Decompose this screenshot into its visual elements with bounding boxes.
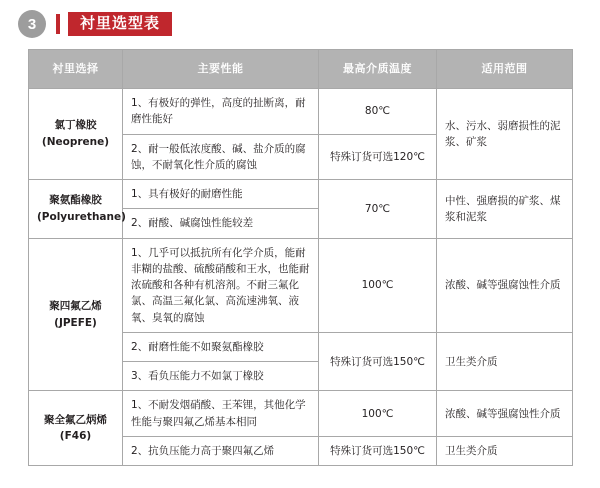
section-header xyxy=(18,9,172,39)
performance-text: 1、具有极好的耐磨性能 xyxy=(123,180,319,209)
application-text: 水、污水、弱磨损性的泥浆、矿浆 xyxy=(437,89,573,180)
performance-text: 2、耐一般低浓度酸、碱、盐介质的腐蚀，不耐氧化性介质的腐蚀 xyxy=(123,134,319,180)
application-text: 浓酸、碱等强腐蚀性介质 xyxy=(437,391,573,437)
table-row xyxy=(29,391,573,437)
performance-text: 1、几乎可以抵抗所有化学介质，能耐非糊的盐酸、硫酸硝酸和王水，也能耐浓硫酸和各种有机溶剂。不耐三氟化氯、高温三氟化氯、高流速沸氧、液氧、臭氧的腐蚀 xyxy=(123,238,319,332)
lining-selection-table xyxy=(28,49,573,466)
page-title: 衬里选型表 xyxy=(68,12,172,36)
lining-name-ptfe xyxy=(29,238,123,391)
max-temp-text: 80℃ xyxy=(319,89,437,135)
application-text: 卫生类介质 xyxy=(437,436,573,465)
application-text: 卫生类介质 xyxy=(437,332,573,391)
max-temp-text: 100℃ xyxy=(319,391,437,437)
lining-name-neoprene xyxy=(29,89,123,180)
table-row xyxy=(29,89,573,135)
max-temp-text: 特殊订货可选150℃ xyxy=(319,436,437,465)
performance-text: 3、看负压能力不如氯丁橡胶 xyxy=(123,362,319,391)
performance-text: 2、耐酸、碱腐蚀性能较差 xyxy=(123,209,319,238)
lining-name-cn: 聚氨酯橡胶 xyxy=(49,194,102,207)
performance-text: 1、不耐发烟硝酸、王苯锂，其他化学性能与聚四氟乙烯基本相同 xyxy=(123,391,319,437)
title-accent-bar xyxy=(56,14,60,34)
column-header-application: 适用范围 xyxy=(437,50,573,89)
lining-name-cn: 氯丁橡胶 xyxy=(54,119,97,132)
lining-name-cn: 聚全氟乙炳烯 xyxy=(44,413,107,426)
max-temp-text: 70℃ xyxy=(319,180,437,239)
lining-name-en: (F46) xyxy=(59,430,92,443)
lining-name-cn: 聚四氟乙烯 xyxy=(49,299,102,312)
performance-text: 2、抗负压能力高于聚四氟乙烯 xyxy=(123,436,319,465)
section-number-badge: 3 xyxy=(18,10,46,38)
column-header-lining: 衬里选择 xyxy=(29,50,123,89)
table-row xyxy=(29,238,573,332)
table-header-row xyxy=(29,50,573,89)
application-text: 中性、强磨损的矿浆、煤浆和泥浆 xyxy=(437,180,573,239)
max-temp-text: 特殊订货可选120℃ xyxy=(319,134,437,180)
application-text: 浓酸、碱等强腐蚀性介质 xyxy=(437,238,573,332)
table-row xyxy=(29,180,573,209)
lining-name-en: (Neoprene) xyxy=(41,136,110,149)
performance-text: 1、有极好的弹性，高度的扯断离，耐磨性能好 xyxy=(123,89,319,135)
lining-name-en: (Polyurethane) xyxy=(37,210,126,223)
lining-name-f46 xyxy=(29,391,123,466)
max-temp-text: 100℃ xyxy=(319,238,437,332)
performance-text: 2、耐磨性能不如聚氨酯橡胶 xyxy=(123,332,319,361)
column-header-performance: 主要性能 xyxy=(123,50,319,89)
lining-name-en: (JPEFE) xyxy=(54,316,97,329)
column-header-max-temp: 最高介质温度 xyxy=(319,50,437,89)
lining-name-polyurethane xyxy=(29,180,126,239)
max-temp-text: 特殊订货可选150℃ xyxy=(319,332,437,391)
title-wrap xyxy=(56,12,172,36)
